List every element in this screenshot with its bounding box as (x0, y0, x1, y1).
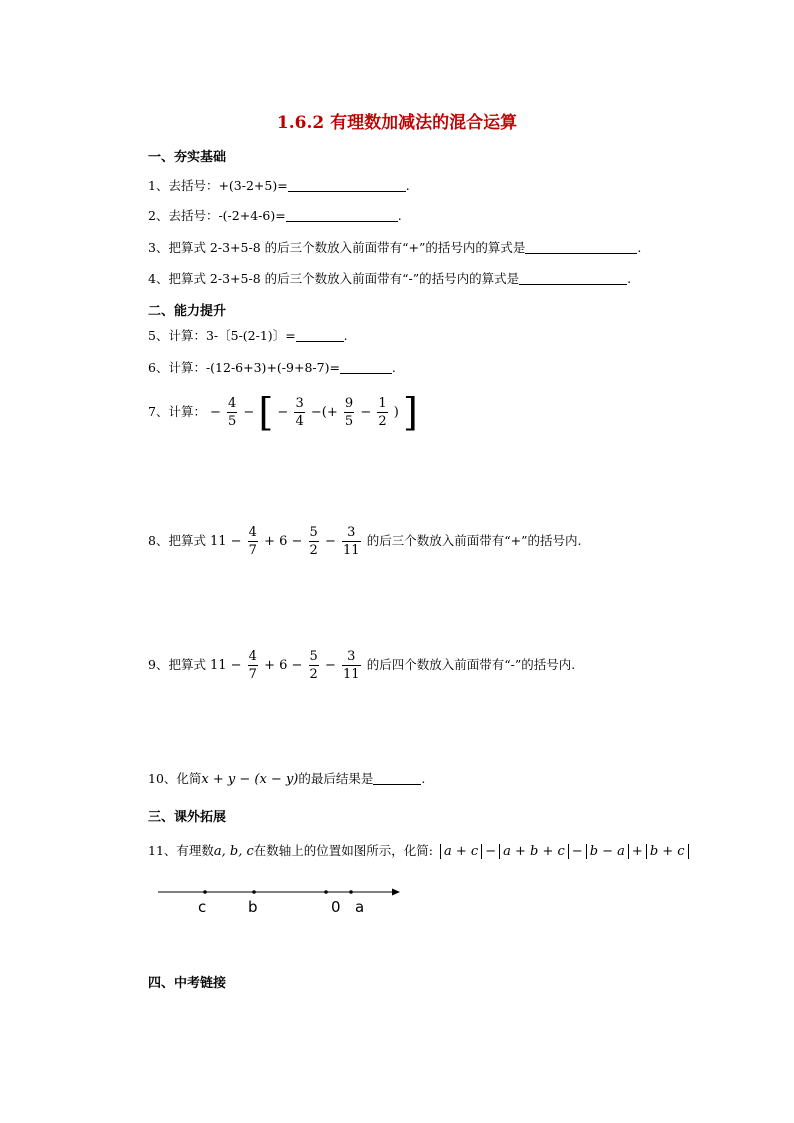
denominator: 2 (309, 543, 318, 558)
section-heading-improve: 二、能力提升 (148, 304, 227, 319)
denominator: 2 (378, 414, 387, 429)
q8-expression (209, 525, 367, 558)
numerator: 5 (309, 525, 318, 540)
expr-part: + 6 − (264, 534, 303, 549)
question-6-text: 6、计算：-(12-6+3)+(-9+8-7)= (148, 360, 340, 375)
close-paren: ) (393, 405, 399, 420)
answer-blank[interactable] (340, 360, 392, 374)
numerator: 3 (342, 648, 361, 666)
point-b (252, 890, 256, 894)
numerator: 3 (342, 524, 361, 542)
question-6: 6、计算：-(12-6+3)+(-9+8-7)= . (148, 360, 396, 375)
question-8-tail: 的后三个数放入前面带有“+”的括号内. (366, 533, 582, 548)
numerator: 4 (227, 396, 237, 411)
numerator: 1 (378, 396, 387, 411)
label-b: b (248, 898, 258, 916)
arrow-head-icon (392, 889, 400, 896)
section-heading-basics: 一、夯实基础 (148, 150, 227, 165)
expr-part: 11 − (209, 658, 242, 673)
q11-expression (437, 844, 692, 859)
q10-expression: x + y − (x − y) (201, 772, 299, 787)
answer-blank[interactable] (519, 271, 627, 285)
question-10-label: 10、化简 (148, 771, 202, 786)
question-11-label: 11、有理数 (148, 843, 214, 858)
numerator: 3 (295, 396, 304, 411)
expr-part: 11 − (209, 534, 242, 549)
question-5: 5、计算：3-〔5-(2-1)〕= . (148, 328, 348, 343)
operator: − (571, 844, 583, 859)
left-bracket: [ (258, 390, 274, 435)
question-10: 10、化简x + y − (x − y)的最后结果是 . (148, 771, 426, 787)
fraction (248, 524, 258, 559)
question-7-label: 7、计算： (148, 404, 206, 419)
numerator: 9 (344, 396, 354, 411)
label-c: c (198, 898, 207, 916)
numerator: 4 (248, 649, 257, 664)
expr-part: − (324, 534, 336, 549)
right-bracket: ] (403, 390, 418, 435)
answer-blank[interactable] (373, 771, 421, 785)
denominator: 7 (248, 667, 257, 682)
point-a (349, 890, 353, 894)
question-2-text: 2、去括号：-(-2+4-6)= (148, 208, 286, 223)
question-9 (148, 645, 575, 686)
question-8-label: 8、把算式 (148, 533, 206, 548)
minus-sign: − (277, 405, 289, 420)
label-a: a (355, 898, 365, 916)
question-9-label: 9、把算式 (148, 657, 206, 672)
question-5-text: 5、计算：3-〔5-(2-1)〕= (148, 328, 296, 343)
section-heading-extension: 三、课外拓展 (148, 810, 227, 825)
q7-expression (209, 390, 418, 435)
fraction (342, 648, 361, 683)
fraction (342, 524, 361, 559)
fraction (309, 524, 319, 559)
denominator: 2 (309, 667, 318, 682)
fraction (294, 395, 304, 430)
expr-part: − (324, 658, 336, 673)
minus-sign: − (243, 405, 255, 420)
number-line (150, 880, 410, 920)
answer-blank[interactable] (286, 208, 398, 222)
question-2: 2、去括号：-(-2+4-6)= . (148, 208, 402, 223)
minus-paren: −(+ (310, 405, 338, 420)
operator: − (485, 844, 497, 859)
abs-term: a + b + c (499, 844, 569, 859)
question-4: 4、把算式 2-3+5-8 的后三个数放入前面带有“-”的括号内的算式是 . (148, 271, 632, 286)
question-1-text: 1、去括号：+(3-2+5)= (148, 178, 288, 193)
question-11-mid: 在数轴上的位置如图所示，化简: (253, 843, 434, 858)
denominator: 7 (248, 543, 257, 558)
abs-term: a + c (440, 844, 482, 859)
numerator: 5 (309, 649, 318, 664)
fraction (309, 648, 319, 683)
question-10-tail: 的最后结果是 (298, 771, 374, 786)
question-3: 3、把算式 2-3+5-8 的后三个数放入前面带有“+”的括号内的算式是 . (148, 240, 642, 255)
numerator: 4 (248, 525, 257, 540)
abs-term: b − a (586, 844, 629, 859)
answer-blank[interactable] (525, 240, 637, 254)
question-9-tail: 的后四个数放入前面带有“-”的括号内. (366, 657, 576, 672)
question-7 (148, 392, 418, 433)
question-4-text: 4、把算式 2-3+5-8 的后三个数放入前面带有“-”的括号内的算式是 (148, 271, 520, 286)
question-1: 1、去括号：+(3-2+5)= . (148, 178, 410, 193)
denominator: 11 (343, 543, 360, 558)
denominator: 5 (344, 414, 354, 429)
denominator: 11 (343, 667, 360, 682)
question-11 (148, 843, 692, 860)
q11-vars: a, b, c (213, 844, 254, 859)
label-zero: 0 (331, 898, 341, 916)
question-8 (148, 521, 581, 562)
page-title: 1.6.2 有理数加减法的混合运算 (276, 113, 518, 133)
fraction (377, 395, 387, 430)
section-heading-exam: 四、中考链接 (148, 976, 227, 991)
answer-blank[interactable] (296, 328, 344, 342)
q9-expression (209, 649, 367, 682)
point-zero (324, 890, 328, 894)
fraction (248, 648, 258, 683)
fraction (227, 395, 237, 430)
denominator: 5 (227, 414, 237, 429)
abs-term: b + c (646, 844, 689, 859)
expr-part: + 6 − (264, 658, 303, 673)
minus-sign: − (360, 405, 372, 420)
point-c (203, 890, 207, 894)
operator: + (631, 844, 643, 859)
question-3-text: 3、把算式 2-3+5-8 的后三个数放入前面带有“+”的括号内的算式是 (148, 240, 526, 255)
fraction (344, 395, 354, 430)
denominator: 4 (295, 414, 304, 429)
answer-blank[interactable] (288, 178, 406, 192)
minus-sign: − (209, 405, 221, 420)
